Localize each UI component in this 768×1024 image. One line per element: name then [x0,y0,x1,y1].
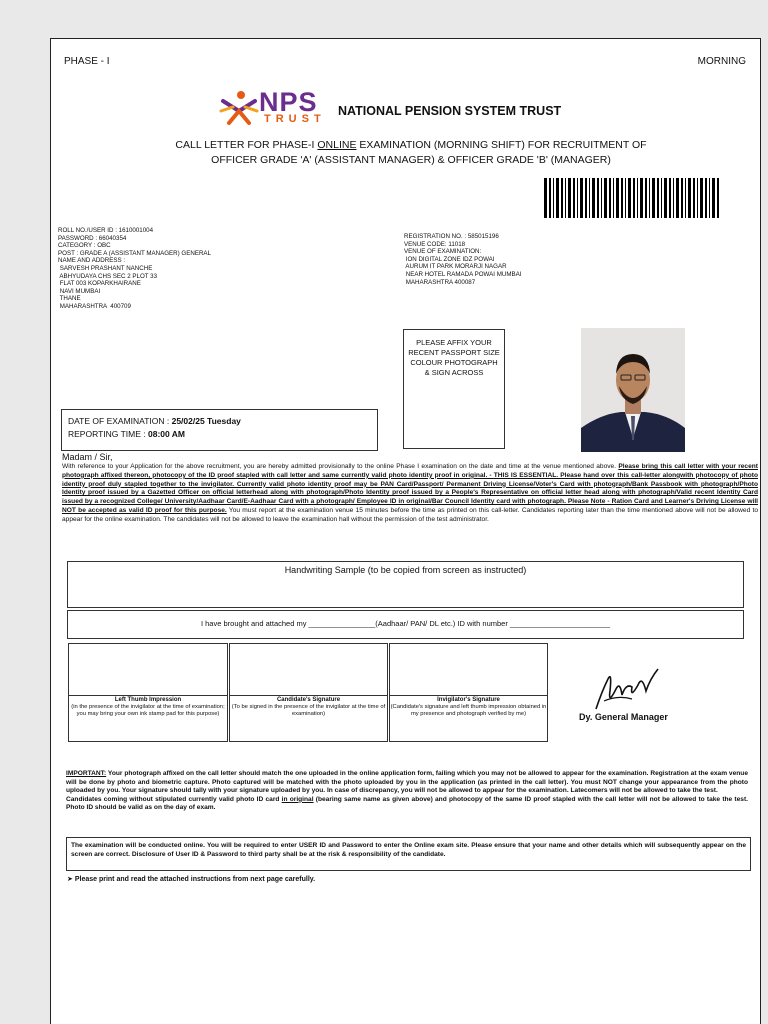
venue-line: REGISTRATION NO. : 585015196 [404,233,499,240]
invigilator-signature-box [389,643,548,696]
exam-date: 25/02/25 Tuesday [171,416,241,426]
candidate-line: FLAT 003 KOPARKHAIRANE [58,280,141,288]
phase-label: PHASE - I [64,56,110,67]
candidate-line: SARVESH PRASHANT NANCHE [58,264,153,272]
official-signature [588,661,664,713]
candidate-line: NAVI MUMBAI [58,287,101,295]
logo-nps-text: NPS [259,87,318,117]
candidate-line: MAHARASHTRA 400709 [58,302,131,310]
nps-logo-icon [219,89,259,127]
venue-line: VENUE OF EXAMINATION: [404,248,482,256]
candidate-line: POST : GRADE A (ASSISTANT MANAGER) GENERAL [58,249,212,257]
candidate-line: CATEGORY : OBC [58,242,111,250]
candidate-line: THANE [58,295,81,303]
candidate-photo [581,328,685,452]
candidate-signature-box [229,643,388,696]
thumb-impression-caption: Left Thumb Impression (in the presence of the invigilator at the time of examination; you may bring your own ink stamp pad for this purpose) [68,696,228,742]
candidate-line: PASSWORD : 66040354 [58,234,127,242]
important-note: IMPORTANT: Your photograph affixed on the call letter should match the one uploaded in the online application form, failing which you may not be allowed to appear for the examination. Registration at the exam venue will be done by photo and biometric capture. Photo captured will be matched with the photo uploaded by you in the application (as printed in the call letter). You must NOT change your appearance from the photo uploaded by you. Your signature should tally with your signature uploaded by you. In case of discrepancy, you will not be allowed to appear for the examination. Latecomers will not be allowed to take the test. Candidates coming without stipulated currently valid photo ID card in original (bearing same name as given above) and photocopy of the same ID proof stapled with the call letter will not be allowed to take the test. Photo ID should be valid as on the day of exam. [66,770,748,812]
exam-schedule-box: DATE OF EXAMINATION : 25/02/25 Tuesday REPORTING TIME : 08:00 AM [61,409,378,451]
arrow-icon: ➤ [67,876,73,883]
letter-title: CALL LETTER FOR PHASE-I ONLINE EXAMINATION (MORNING SHIFT) FOR RECRUITMENT OF OFFICER GRADE 'A' (ASSISTANT MANAGER) & OFFICER GRADE 'B' (MANAGER) [175,139,647,166]
candidate-line: ROLL NO./USER ID : 1610001004 [58,227,154,234]
footer-instruction: ➤ Please print and read the attached instructions from next page carefully. [67,876,316,883]
logo-trust-text: TRUST [264,113,326,125]
venue-line: ION DIGITAL ZONE IDZ POWAI [404,255,495,263]
candidate-signature-caption: Candidate's Signature (To be signed in the presence of the invigilator at the time of examination) [229,696,388,742]
id-declaration-box: I have brought and attached my ________________(Aadhaar/ PAN/ DL etc.) ID with number ________________________ [67,610,744,639]
online-exam-note: The examination will be conducted online. You will be required to enter USER ID and Password to enter the Online exam site. Please ensure that your name and other details which will subsequently appear on the screen are correct. Disclosure of User ID & Password to third party shall be at the risk & responsibility of the candidate. [66,837,751,871]
venue-line: MAHARASHTRA 400087 [404,278,476,286]
thumb-impression-box [68,643,228,696]
org-name: NATIONAL PENSION SYSTEM TRUST [338,104,562,118]
venue-details [404,233,604,286]
general-manager-title: Dy. General Manager [579,712,668,722]
admission-instructions: With reference to your Application for the above recruitment, you are hereby admitted provisionally to the online Phase I examination on the date and time at the venue mentioned above. Please bring this call letter with your recent photograph affixed thereon, photocopy of the ID proof stapled with call letter and same currently valid photo identity proof in original. - THIS IS ESSENTIAL. Please hand over this call-letter alongwith photocopy of photo identity proof duly stapled together to the invigilator. Currently valid photo identity proof may be PAN Card/Passport/ Permanent Driving License/Voter's Card with photograph/Bank Passbook with photograph/Photo Identity proof issued by a Gazetted Officer on official letterhead along with photograph/Photo Identity proof issued by a People's Representative on official letter head along with photograph/Valid recent Identity Card issued by a recognized College/ University/Aadhaar Card/E-Aadhaar Card with a photograph/ Employee ID in original/Bar Council Identity card with photograph. Please Note - Ration Card and Learner's Driving License will NOT be accepted as valid ID proof for this purpose. You must report at the examination venue 15 minutes before the time as printed on this call-letter. Candidates reporting later than the time mentioned above will not be allowed to appear for the online examination. The candidates will not be allowed to leave the examination hall without the permission of the test administrator. [62,463,759,523]
handwriting-sample-box: Handwriting Sample (to be copied from screen as instructed) [67,561,744,608]
photo-affix-box: PLEASE AFFIX YOUR RECENT PASSPORT SIZE COLOUR PHOTOGRAPH & SIGN ACROSS [403,329,505,449]
reporting-time: 08:00 AM [147,429,185,439]
venue-line: VENUE CODE: 11018 [404,240,466,248]
salutation: Madam / Sir, [62,452,113,462]
candidate-line: ABHYUDAYA CHS SEC 2 PLOT 33 [58,272,158,280]
venue-line: NEAR HOTEL RAMADA POWAI MUMBAI [404,270,522,278]
call-letter-page [50,38,761,1024]
barcode [544,178,720,218]
candidate-line: NAME AND ADDRESS : [58,257,126,265]
invigilator-signature-caption: Invigilator's Signature (Candidate's signature and left thumb impression obtained in my presence and photograph verified by me) [389,696,548,742]
shift-label: MORNING [697,56,746,67]
nps-logo [219,89,329,127]
venue-line: AURUM IT PARK MORARJI NAGAR [404,263,507,271]
candidate-details [58,227,308,311]
